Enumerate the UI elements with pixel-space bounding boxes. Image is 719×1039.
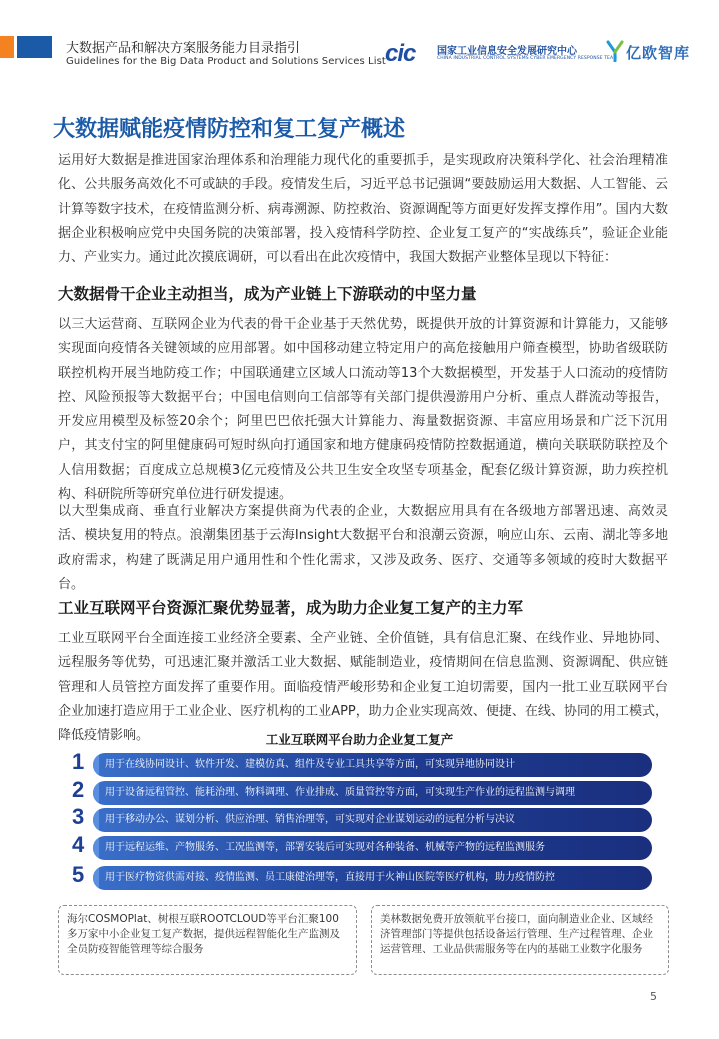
diagram-item [72, 862, 652, 890]
section2-paragraph-1: 工业互联网平台全面连接工业经济全要素、全产业链、全价值链，具有信息汇聚、在线作业、异地协同、远程服务等优势，可迅速汇聚并激活工业大数据、赋能制造业，疫情期间在信息监测、资源调配、供应链管理和人员管控方面发挥了重要作用。面临疫情严峻形势和企业复工迫切需要，国内一批工业互联网平台企业加速打造应用于工业企业、医疗机构的工业APP，助力企业实现高效、便捷、在线、协同的用工模式，降低疫情影响。 [58, 631, 668, 744]
section1-heading: 大数据骨干企业主动担当，成为产业链上下游联动的中坚力量 [58, 285, 477, 303]
example-box-haier: 海尔COSMOPlat、树根互联ROOTCLOUD等平台汇聚100多万家中小企业复工复产数据，提供远程智能化生产监测及全员防疫智能管理等综合服务 [58, 905, 357, 975]
diagram-item-number: 1 [72, 749, 85, 774]
yiou-logo-icon [605, 40, 625, 62]
diagram-item-text: 用于医疗物资供需对接、疫情监测、员工康健治理等，直接用于火神山医院等医疗机构，助力疫情防控 [93, 866, 652, 890]
section1-paragraph-1: 以三大运营商、互联网企业为代表的骨干企业基于天然优势，既提供开放的计算资源和计算能力，又能够实现面向疫情各关键领域的应用部署。如中国移动建立特定用户的高危接触用户筛查模型，协助省级联防联控机构开展当地防疫工作；中国联通建立区域人口流动等13个大数据模型，开发基于人口流动的疫情防控、风险预报等大数据平台；中国电信则向工信部等有关部门提供漫游用户分析、重点人群流动等报告，开发应用模型及标签20余个；阿里巴巴依托强大计算能力、海量数据资源、丰富应用场景和广泛下沉用户，其支付宝的阿里健康码可短时纵向打通国家和地方健康码疫情防控数据通道，横向关联联防联控及个人信用数据；百度成立总规模3亿元疫情及公共卫生安全攻坚专项基金，配套亿级计算资源，助力疾控机构、科研院所等研究单位进行研发提速。 [58, 317, 668, 503]
diagram-item-text: 用于远程运维、产物服务、工况监测等，部署安装后可实现对各种装备、机械等产物的远程监测服务 [93, 836, 652, 860]
page-title: 大数据赋能疫情防控和复工复产概述 [53, 117, 406, 142]
diagram-item-text: 用于设备远程管控、能耗治理、物料调理、作业排成、质量管控等方面，可实现生产作业的远程监测与调理 [93, 781, 652, 805]
cic-name-cn: 国家工业信息安全发展研究中心 [437, 46, 577, 57]
header-accent-bar [0, 36, 52, 58]
diagram-item-number: 4 [72, 832, 85, 857]
diagram-item [72, 749, 652, 777]
diagram-title: 工业互联网平台助力企业复工复产 [265, 732, 454, 747]
diagram-item-text: 用于移动办公、谋划分析、供应治理、销售治理等，可实现对企业谋划运动的远程分析与决议 [93, 808, 652, 832]
diagram-item-text: 用于在线协同设计、软件开发、建模仿真、组件及专业工具共享等方面，可实现异地协同设计 [93, 753, 652, 777]
cic-logo: cic [385, 40, 416, 67]
header-title-cn: 大数据产品和解决方案服务能力目录指引 [66, 41, 301, 56]
diagram-item [72, 777, 652, 805]
intro-paragraph: 运用好大数据是推进国家治理体系和治理能力现代化的重要抓手，是实现政府决策科学化、社会治理精准化、公共服务高效化不可或缺的手段。疫情发生后，习近平总书记强调“要鼓励运用大数据、人工智能、云计算等数字技术，在疫情监测分析、病毒溯源、防控救治、资源调配等方面更好发挥支撑作用”。国内大数据企业积极响应党中央国务院的决策部署，投入疫情科学防控、企业复工复产的“实战练兵”，验证企业能力、产业实力。通过此次摸底调研，可以看出在此次疫情中，我国大数据产业整体呈现以下特征： [58, 153, 668, 266]
diagram-item [72, 832, 652, 860]
diagram-item [72, 804, 652, 832]
section2-heading: 工业互联网平台资源汇聚优势显著，成为助力企业复工复产的主力军 [58, 599, 524, 617]
diagram-item-number: 5 [72, 862, 85, 887]
header-title-en: Guidelines for the Big Data Product and Solutions Services List [66, 56, 386, 67]
section1-paragraph-2: 以大型集成商、垂直行业解决方案提供商为代表的企业，大数据应用具有在各级地方部署迅速、高效灵活、模块复用的特点。浪潮集团基于云海Insight大数据平台和浪潮云资源，响应山东、云南、湖北等多地政府需求，构建了既满足用户通用性和个性化需求，又涉及政务、医疗、交通等多领域的疫时大数据平台。 [58, 504, 668, 592]
diagram-item-number: 2 [72, 777, 85, 802]
page-number: 5 [650, 990, 657, 1003]
example-box-meritdata: 美林数据免费开放领航平台接口，面向制造业企业、区域经济管理部门等提供包括设备运行管理、生产过程管理、企业运营管理、工业品供需服务等在内的基础工业数字化服务 [371, 905, 669, 975]
yiou-logo: 亿欧智库 [626, 44, 691, 62]
diagram-item-number: 3 [72, 804, 85, 829]
cic-name-en: CHINA INDUSTRIAL CONTROL SYSTEMS CYBER EMERGENCY RESPONSE TEAM [437, 56, 618, 61]
